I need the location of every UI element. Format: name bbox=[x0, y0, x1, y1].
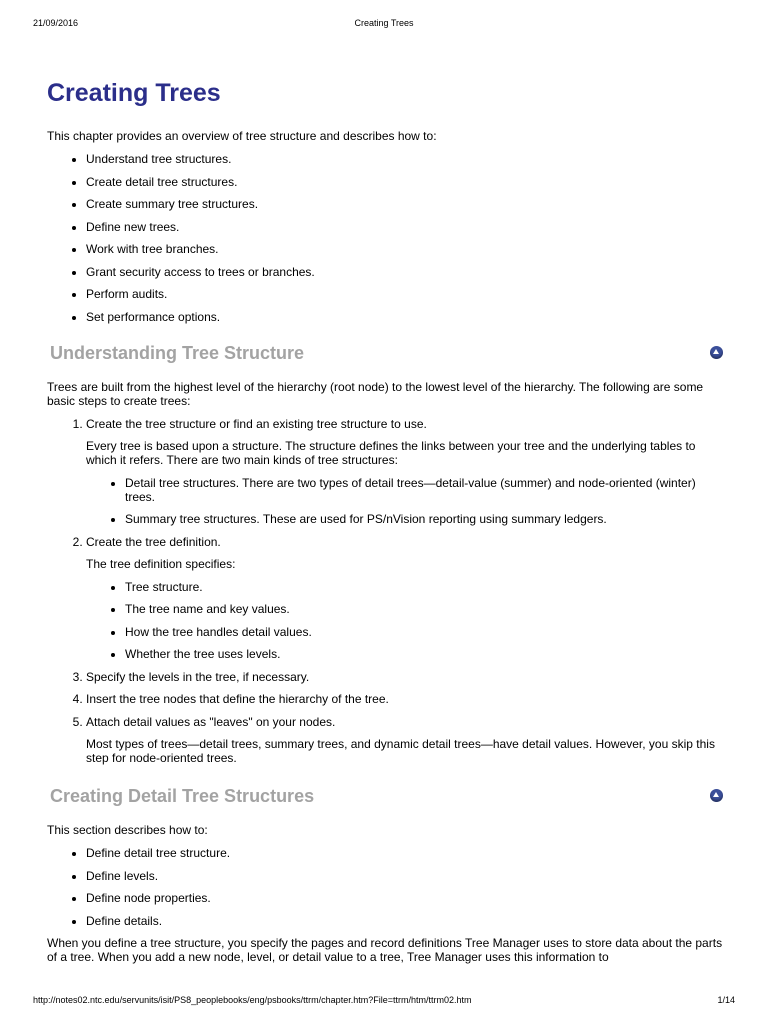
back-to-top-icon[interactable] bbox=[710, 789, 723, 802]
section-list bbox=[47, 846, 723, 928]
back-to-top-icon[interactable] bbox=[710, 346, 723, 359]
list-item: • Define details. bbox=[86, 914, 723, 928]
page-title: Creating Trees bbox=[47, 79, 221, 107]
section-heading-text: Creating Detail Tree Structures bbox=[50, 786, 315, 806]
print-url: http://notes02.ntc.edu/servunits/isit/PS8_peoplebooks/eng/psbooks/ttrm/chapter.htm?File=ttrm/htm/ttrm02.htm bbox=[33, 995, 472, 1005]
list-item: • Create summary tree structures. bbox=[86, 197, 723, 211]
step-item bbox=[86, 535, 723, 662]
step-item bbox=[86, 715, 723, 766]
print-date: 21/09/2016 bbox=[33, 18, 79, 28]
list-item: • Create detail tree structures. bbox=[86, 175, 723, 189]
step-note: Every tree is based upon a structure. The structure defines the links between your tree and the underlying tables to which it refers. There are two main kinds of tree structures: bbox=[86, 439, 696, 467]
step-item bbox=[86, 670, 723, 684]
list-item: • Understand tree structures. bbox=[86, 152, 723, 166]
step-text: Create the tree definition. bbox=[86, 534, 221, 549]
list-item: • Work with tree branches. bbox=[86, 242, 723, 256]
section-paragraph: When you define a tree structure, you specify the pages and record definitions Tree Manager uses to store data about the parts of a tree. When you add a new node, level, or detail value to a tree, Tree Manager uses this information to bbox=[47, 936, 723, 964]
step-bullet-list bbox=[86, 580, 723, 662]
print-page-number: 1/14 bbox=[717, 995, 735, 1005]
step-text: Insert the tree nodes that define the hierarchy of the tree. bbox=[86, 692, 389, 706]
list-item: • Perform audits. bbox=[86, 287, 723, 301]
list-item: • Define detail tree structure. bbox=[86, 846, 723, 860]
list-item: • Define new trees. bbox=[86, 220, 723, 234]
list-item: • Define node properties. bbox=[86, 891, 723, 905]
step-text: Create the tree structure or find an existing tree structure to use. bbox=[86, 416, 427, 431]
intro-text: This chapter provides an overview of tree structure and describes how to: bbox=[47, 129, 437, 143]
print-page-title: Creating Trees bbox=[354, 18, 414, 28]
list-item: • Set performance options. bbox=[86, 310, 723, 324]
step-text: Attach detail values as "leaves" on your nodes. bbox=[86, 714, 336, 729]
section-heading-understanding-tree-structure bbox=[50, 342, 723, 364]
section-paragraph: Trees are built from the highest level of the hierarchy (root node) to the lowest level of the hierarchy. The following are some basic steps to create trees: bbox=[47, 379, 704, 408]
step-item bbox=[86, 692, 723, 706]
section-intro: This section describes how to: bbox=[47, 823, 208, 837]
list-item: • Define levels. bbox=[86, 869, 723, 883]
section-heading-text: Understanding Tree Structure bbox=[50, 342, 305, 363]
list-item: • Summary tree structures. These are used for PS/nVision reporting using summary ledgers. bbox=[125, 512, 723, 526]
step-text: Specify the levels in the tree, if necessary. bbox=[86, 669, 310, 684]
document-content bbox=[47, 78, 723, 964]
section-heading-creating-detail-tree-structures bbox=[50, 785, 723, 807]
list-item: • Whether the tree uses levels. bbox=[125, 647, 723, 661]
list-item: • Detail tree structures. There are two types of detail trees—detail-value (summer) and node-oriented (winter) trees. bbox=[125, 476, 723, 504]
list-item: • Grant security access to trees or branches. bbox=[86, 265, 723, 279]
list-item: • The tree name and key values. bbox=[125, 602, 723, 616]
list-item: • How the tree handles detail values. bbox=[125, 625, 723, 639]
step-item bbox=[86, 417, 723, 527]
step-bullet-list bbox=[86, 476, 723, 527]
list-item: • Tree structure. bbox=[125, 580, 723, 594]
steps-list bbox=[47, 417, 723, 766]
step-note: The tree definition specifies: bbox=[86, 557, 236, 571]
step-note: Most types of trees—detail trees, summary trees, and dynamic detail trees—have detail values. However, you skip this step for node-oriented trees. bbox=[86, 737, 715, 765]
intro-list bbox=[47, 152, 723, 324]
